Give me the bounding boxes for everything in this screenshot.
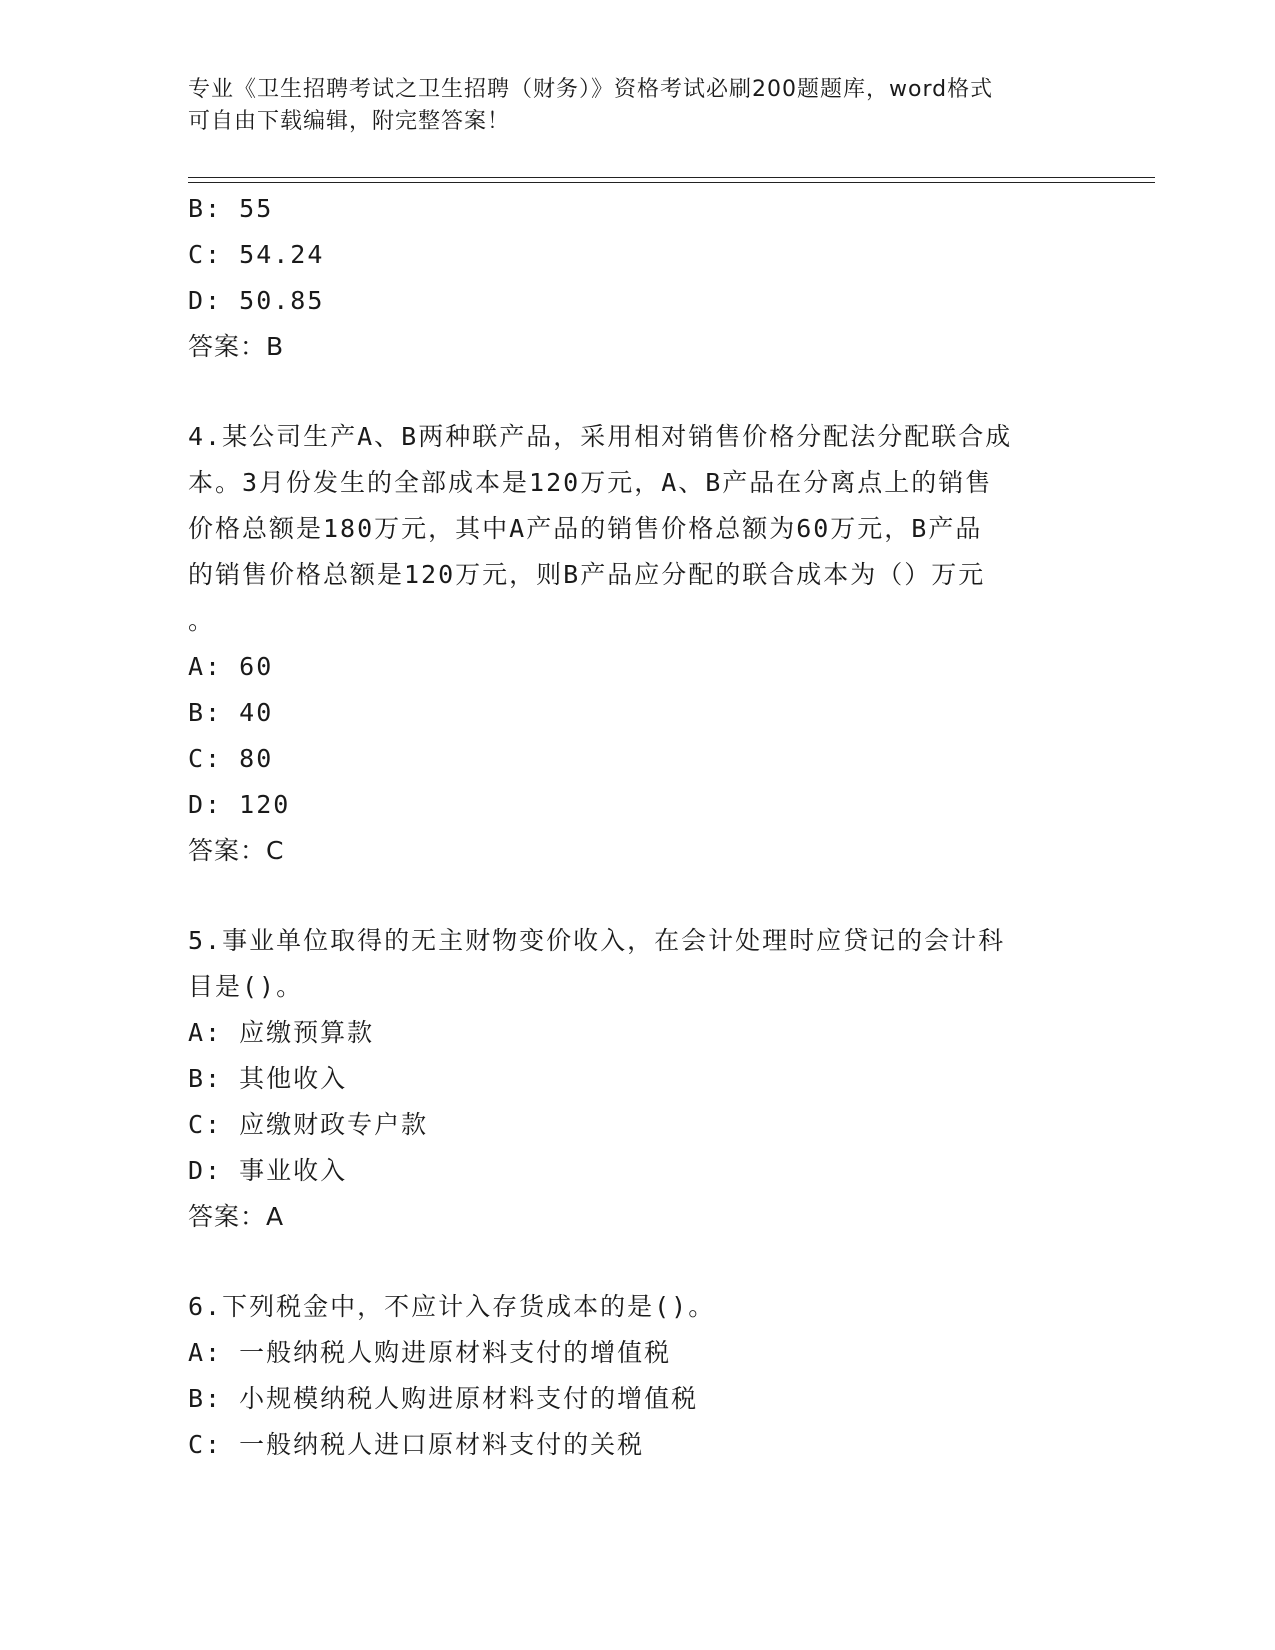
spacer bbox=[188, 370, 1078, 414]
option-a: A: 一般纳税人购进原材料支付的增值税 bbox=[188, 1338, 672, 1367]
option-b: B: 其他收入 bbox=[188, 1064, 348, 1093]
question-list bbox=[188, 186, 1078, 1468]
option-a: A: 应缴预算款 bbox=[188, 1018, 375, 1047]
question-stem-line: 目是()。 bbox=[188, 972, 304, 1001]
option-a: A: 60 bbox=[188, 652, 274, 681]
question-stem-line: 5.事业单位取得的无主财物变价收入，在会计处理时应贷记的会计科 bbox=[188, 926, 1006, 955]
option-b: B: 55 bbox=[188, 194, 274, 223]
option-b: B: 40 bbox=[188, 698, 274, 727]
question-stem-line: 4.某公司生产A、B两种联产品，采用相对销售价格分配法分配联合成 bbox=[188, 422, 1013, 451]
header-divider-bottom bbox=[188, 182, 1155, 183]
answer: 答案：C bbox=[188, 836, 285, 865]
option-b: B: 小规模纳税人购进原材料支付的增值税 bbox=[188, 1384, 699, 1413]
question-stem-line: 价格总额是180万元，其中A产品的销售价格总额为60万元，B产品 bbox=[188, 514, 983, 543]
option-d: D: 120 bbox=[188, 790, 291, 819]
answer: 答案：A bbox=[188, 1202, 285, 1231]
option-c: C: 80 bbox=[188, 744, 274, 773]
option-c: C: 应缴财政专户款 bbox=[188, 1110, 429, 1139]
question-stem-line: 的销售价格总额是120万元，则B产品应分配的联合成本为（）万元 bbox=[188, 560, 986, 589]
option-c: C: 54.24 bbox=[188, 240, 325, 269]
option-d: D: 事业收入 bbox=[188, 1156, 348, 1185]
header-divider-top bbox=[188, 177, 1155, 178]
question-3-tail bbox=[188, 186, 1078, 370]
spacer bbox=[188, 1240, 1078, 1284]
spacer bbox=[188, 874, 1078, 918]
question-5 bbox=[188, 918, 1078, 1240]
answer: 答案：B bbox=[188, 332, 285, 361]
question-stem-line: 6.下列税金中，不应计入存货成本的是()。 bbox=[188, 1292, 716, 1321]
question-stem-line: 。 bbox=[188, 606, 216, 635]
document-header bbox=[188, 74, 1078, 138]
question-stem-line: 本。3月份发生的全部成本是120万元，A、B产品在分离点上的销售 bbox=[188, 468, 993, 497]
question-4 bbox=[188, 414, 1078, 874]
header-title-line-1: 专业《卫生招聘考试之卫生招聘（财务）》资格考试必刷200题题库，word格式 bbox=[188, 77, 994, 102]
header-title-line-2: 可自由下载编辑，附完整答案！ bbox=[188, 109, 511, 134]
option-c: C: 一般纳税人进口原材料支付的关税 bbox=[188, 1430, 645, 1459]
option-d: D: 50.85 bbox=[188, 286, 325, 315]
question-6 bbox=[188, 1284, 1078, 1468]
